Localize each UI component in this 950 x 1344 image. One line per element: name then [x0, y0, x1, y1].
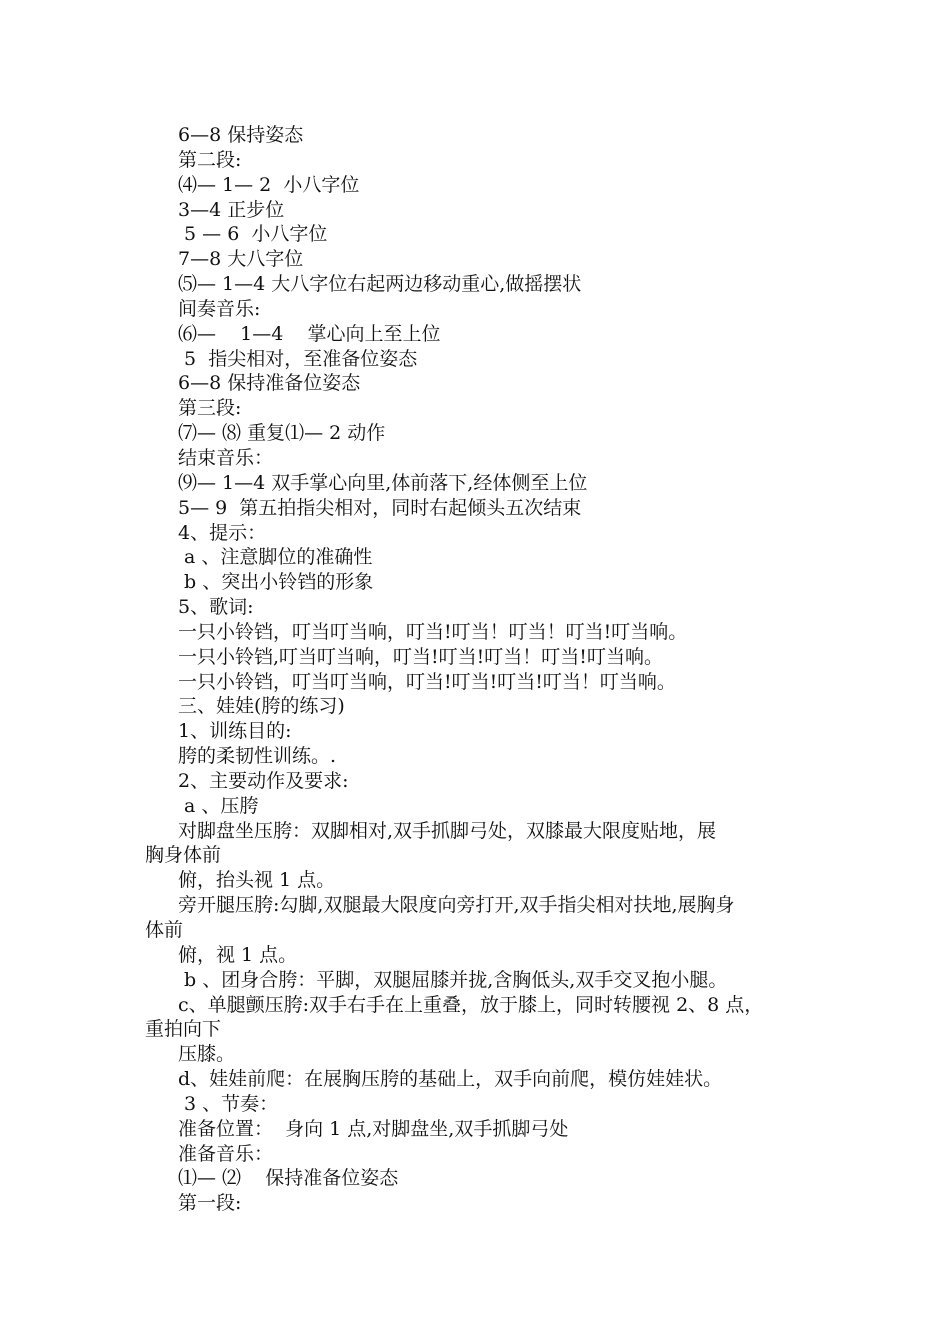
text-line: 旁开腿压胯:勾脚,双腿最大限度向旁打开,双手指尖相对扶地,展胸身	[178, 894, 735, 917]
text-line: 5 — 6 小八字位	[178, 223, 328, 246]
text-line: 3—4 正步位	[178, 198, 285, 221]
text-line: 6—8 保持姿态	[178, 124, 304, 146]
text-line: 胸身体前	[145, 844, 222, 867]
text-line: 5 指尖相对，至准备位姿态	[178, 347, 418, 370]
text-line: 第二段:	[178, 148, 242, 171]
text-line: b 、突出小铃铛的形象	[178, 571, 374, 594]
text-line: ⑸— 1—4 大八字位右起两边移动重心,做摇摆状	[178, 273, 582, 296]
text-line: 一只小铃铛，叮当叮当响，叮当!叮当！叮当！叮当!叮当响。	[178, 620, 688, 643]
text-line: 对脚盘坐压胯：双脚相对,双手抓脚弓处，双膝最大限度贴地，展	[178, 819, 717, 842]
text-line: 3 、节奏：	[178, 1092, 279, 1115]
text-line: 间奏音乐:	[178, 297, 261, 320]
text-line: ⑼— 1—4 双手掌心向里,体前落下,经体侧至上位	[178, 471, 588, 494]
text-line: 胯的柔韧性训练。.	[178, 745, 337, 768]
text-line: 4、提示：	[178, 521, 267, 544]
text-line: 5、歌词:	[178, 596, 254, 619]
text-line: ⑹— 1—4 掌心向上至上位	[178, 322, 441, 345]
text-line: ⑺— ⑻ 重复⑴— 2 动作	[178, 422, 386, 445]
text-line: 6—8 保持准备位姿态	[178, 372, 361, 395]
text-line: b 、团身合胯：平脚，双腿屈膝并拢,含胸低头,双手交叉抱小腿。	[178, 968, 728, 991]
text-line: 结束音乐：	[178, 446, 274, 469]
document-body	[145, 123, 825, 1216]
text-line: d、娃娃前爬：在展胸压胯的基础上，双手向前爬，模仿娃娃状。	[178, 1068, 723, 1091]
text-line: 俯，抬头视 1 点。	[178, 869, 336, 892]
text-line: 俯，视 1 点。	[178, 943, 298, 966]
text-line: 压膝。	[178, 1043, 236, 1066]
text-line: 第三段:	[178, 397, 242, 420]
text-line: 体前	[145, 919, 184, 941]
text-line: 一只小铃铛,叮当叮当响，叮当!叮当!叮当！叮当!叮当响。	[178, 645, 663, 668]
text-line: 三、娃娃(胯的练习)	[178, 695, 345, 718]
text-line: 准备位置： 身向 1 点,对脚盘坐,双手抓脚弓处	[178, 1117, 569, 1140]
text-line: 5— 9 第五拍指尖相对，同时右起倾头五次结束	[178, 496, 582, 519]
text-line: 重拍向下	[145, 1018, 222, 1041]
text-line: 7—8 大八字位	[178, 248, 304, 271]
text-line: c、单腿颤压胯:双手右手在上重叠，放于膝上，同时转腰视 2、8 点，	[178, 993, 764, 1016]
text-line: 第一段:	[178, 1192, 242, 1215]
text-line: 1、训练目的:	[178, 720, 292, 743]
text-line: a 、注意脚位的准确性	[178, 546, 373, 569]
text-line: 准备音乐：	[178, 1142, 274, 1165]
text-line: ⑴— ⑵ 保持准备位姿态	[178, 1167, 399, 1190]
text-line: a 、压胯	[178, 794, 259, 817]
text-line: 一只小铃铛，叮当叮当响，叮当!叮当!叮当!叮当！叮当响。	[178, 670, 676, 693]
text-line: ⑷— 1— 2 小八字位	[178, 173, 360, 196]
text-line: 2、主要动作及要求:	[178, 769, 349, 792]
